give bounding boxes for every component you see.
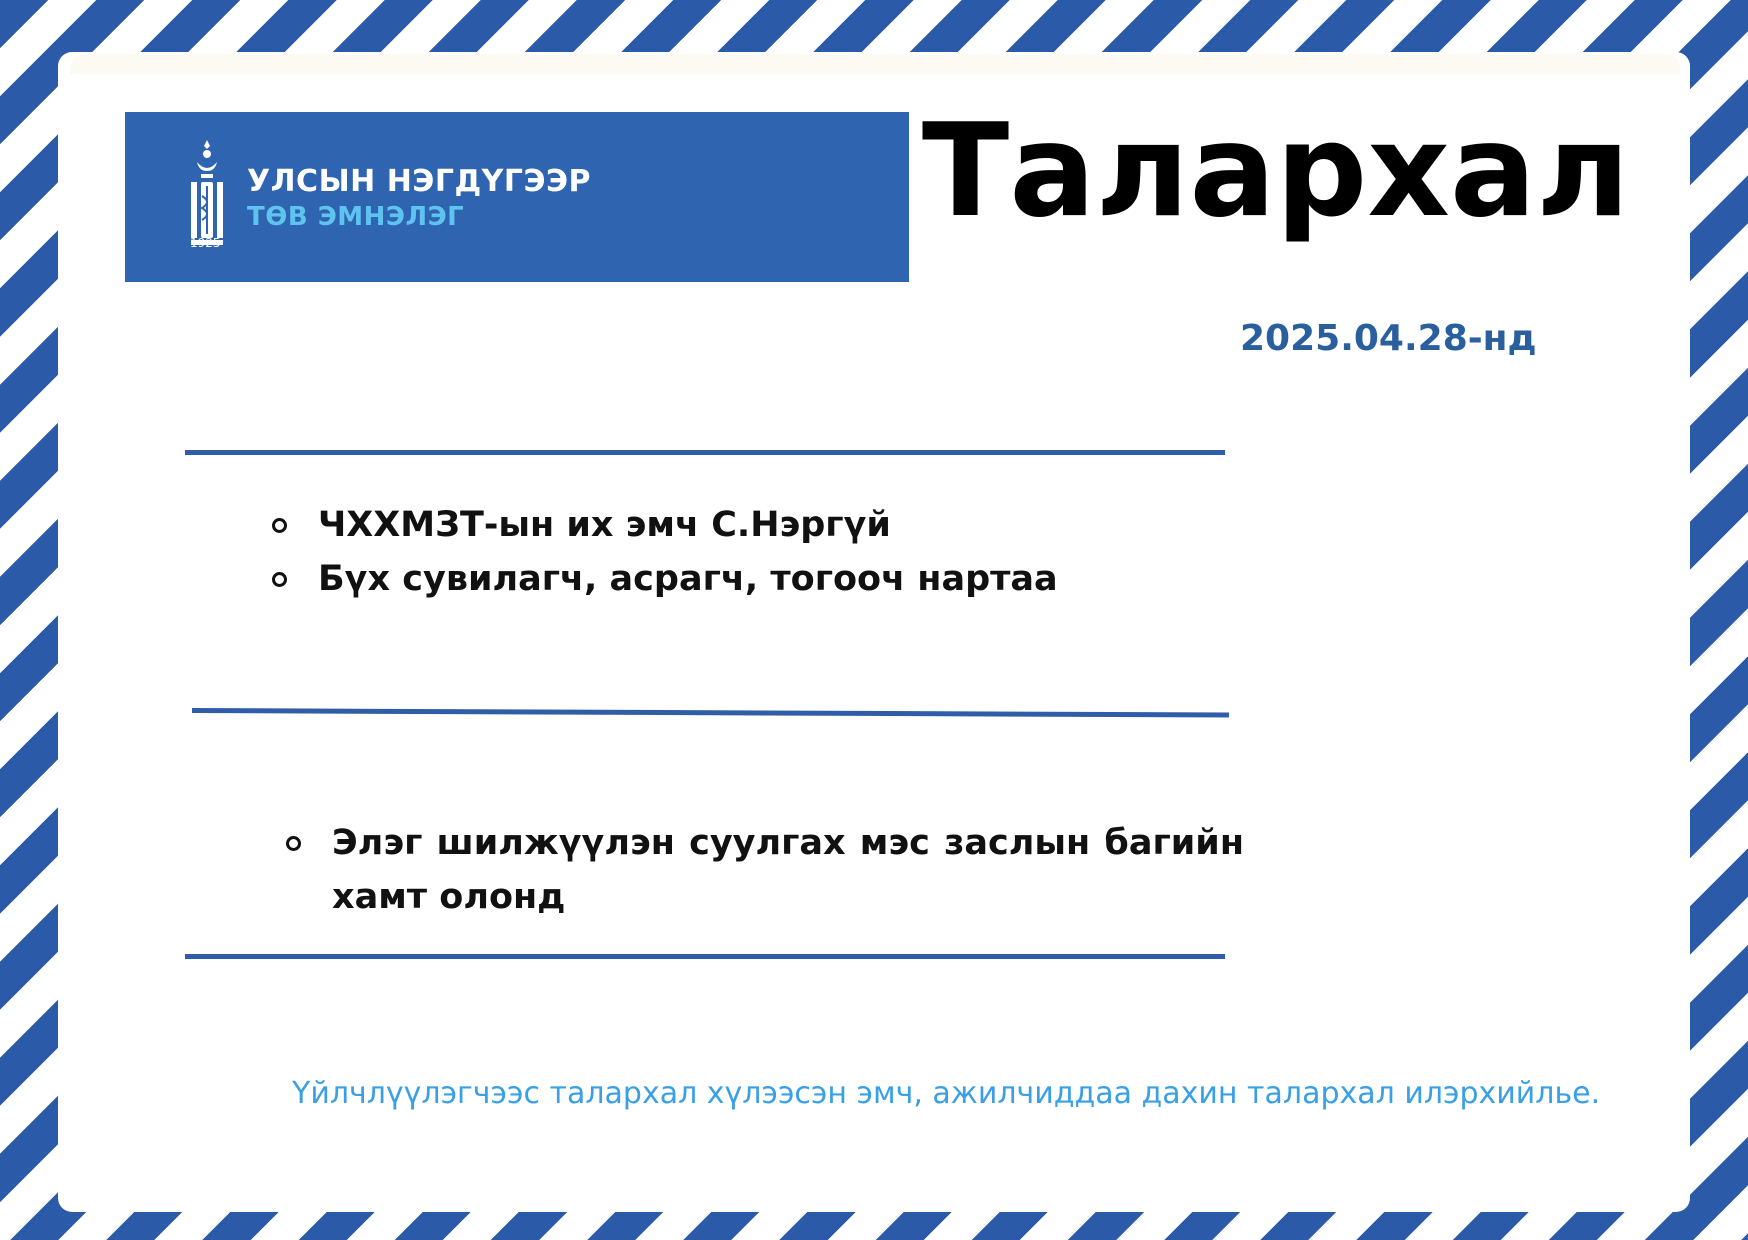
logo-title-line2: ТӨВ ЭМНЭЛЭГ	[247, 202, 465, 232]
bullet-circle-icon	[272, 572, 287, 587]
footer-message: Үйлчлүүлэгчээс талархал хүлээсэн эмч, ажилчиддаа дахин талархал илэрхийлье.	[292, 1076, 1601, 1111]
divider-top	[185, 450, 1225, 455]
hospital-logo-banner	[125, 112, 909, 282]
list-item	[270, 552, 1170, 606]
date-label: 2025.04.28-нд	[1240, 318, 1537, 359]
list-item	[284, 816, 1244, 924]
recipients-list-2	[284, 816, 1244, 924]
divider-bottom	[185, 954, 1225, 959]
list-item-text: Бүх сувилагч, асрагч, тогооч нартаа	[318, 559, 1058, 599]
page-title: Талархал	[921, 97, 1630, 246]
logo-year: 1925	[190, 236, 221, 250]
list-item-text: Элэг шилжүүлэн суулгах мэс заслын багийн хамт олонд	[332, 823, 1244, 917]
logo-title-line1: УЛСЫН НЭГДҮГЭЭР	[247, 164, 592, 199]
bullet-circle-icon	[272, 518, 287, 533]
list-item-text: ЧХХМЗТ-ын их эмч С.Нэргүй	[318, 505, 891, 545]
recipients-list-1	[270, 498, 1170, 606]
card-top-edge	[70, 54, 1680, 74]
list-item	[270, 498, 1170, 552]
bullet-circle-icon	[286, 836, 301, 851]
